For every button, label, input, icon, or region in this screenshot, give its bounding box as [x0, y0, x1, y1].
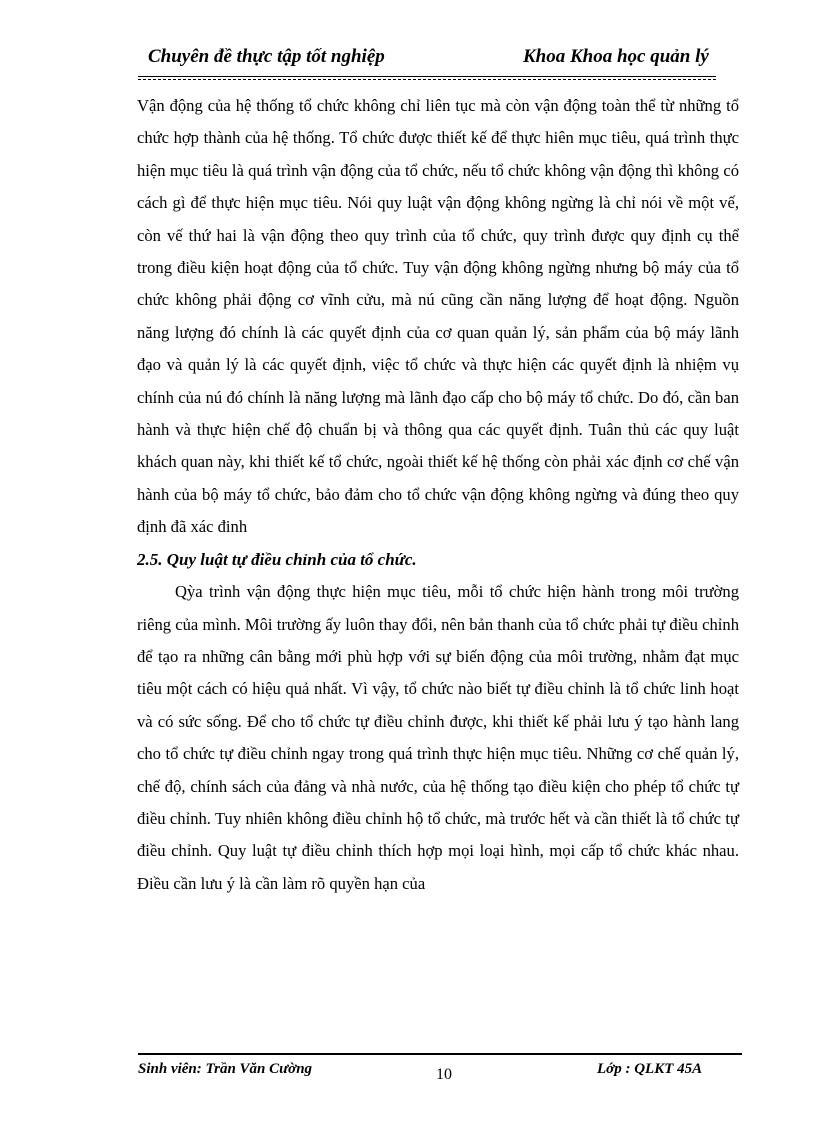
- header-divider: [138, 76, 716, 77]
- header-divider-dashed: [138, 79, 716, 80]
- page-number: 10: [436, 1066, 452, 1083]
- section-heading: 2.5. Quy luật tự điều chỉnh của tổ chức.: [137, 549, 417, 569]
- footer-divider: [138, 1053, 742, 1055]
- footer-student-name: Sinh viên: Trần Văn Cường: [138, 1061, 313, 1077]
- header-title-left: Chuyên đề thực tập tốt nghiệp: [148, 46, 385, 67]
- body-paragraph: Qỳa trình vận động thực hiện mục tiêu, mỗi tổ chức hiện hành trong môi trường riêng của mình. Môi trường ấy luôn thay đổi, nên bản thanh của tổ chức phải tự điều chỉnh để tạo ra những cân bằng mới phù hợp với sự biến động của môi trường, nhằm đạt mục tiêu một cách có hiệu quả nhất. Vì vậy, tổ chức nào biết tự điều chỉnh là tổ chức linh hoạt và có sức sống. Để cho tổ chức tự điều chỉnh được, khi thiết kế phải lưu ý tạo hành lang cho tổ chức tự điều chỉnh ngay trong quá trình thực hiện mục tiêu. Những cơ chế quản lý, chế độ, chính sách của đảng và nhà nước, của hệ thống tạo điều kiện cho phép tổ chức tự điều chỉnh. Tuy nhiên không điều chỉnh hộ tổ chức, mà trước hết và cần thiết là tổ chức tự điều chỉnh. Quy luật tự điều chỉnh thích hợp mọi loại hình, mọi cấp tổ chức khác nhau. Điều cần lưu ý là cần làm rõ quyền hạn của: [137, 582, 739, 893]
- header-title-right: Khoa Khoa học quản lý: [523, 46, 709, 67]
- document-body: [137, 90, 739, 900]
- footer-class: Lớp : QLKT 45A: [597, 1061, 703, 1077]
- body-paragraph: Vận động của hệ thống tổ chức không chỉ liên tục mà còn vận động toàn thể từ những tổ chức hợp thành của hệ thống. Tổ chức được thiết kế để thực hiên mục tiêu, quá trình thực hiện mục tiêu là quá trình vận động của tổ chức, nếu tổ chức không vận động thì không có cách gì để thực hiện mục tiêu. Nói quy luật vận động không ngừng là chỉ nói về một vế, còn vế thứ hai là vận động theo quy trình của tổ chức, quy trình được quy định cụ thể trong điều kiện hoạt động của tổ chức. Tuy vận động không ngừng nhưng bộ máy của tổ chức không phải động cơ vĩnh cửu, mà nú cũng cần năng lượng để hoạt động. Nguồn năng lượng đó chính là các quyết định của cơ quan quản lý, sản phẩm của bộ máy lãnh đạo và quản lý là các quyết định, việc tổ chức và thực hiện các quyết định là nhiệm vụ chính của nú đó chính là năng lượng mà lãnh đạo cấp cho bộ máy tổ chức. Do đó, cần ban hành và thực hiện chế độ chuẩn bị và thông qua các quyết định. Tuân thủ các quy luật khách quan này, khi thiết kế tổ chức, ngoài thiết kế hệ thống còn phải xác định cơ chế vận hành của bộ máy tổ chức, bảo đảm cho tổ chức vận động không ngừng và đúng theo quy định đã xác đinh: [137, 96, 739, 537]
